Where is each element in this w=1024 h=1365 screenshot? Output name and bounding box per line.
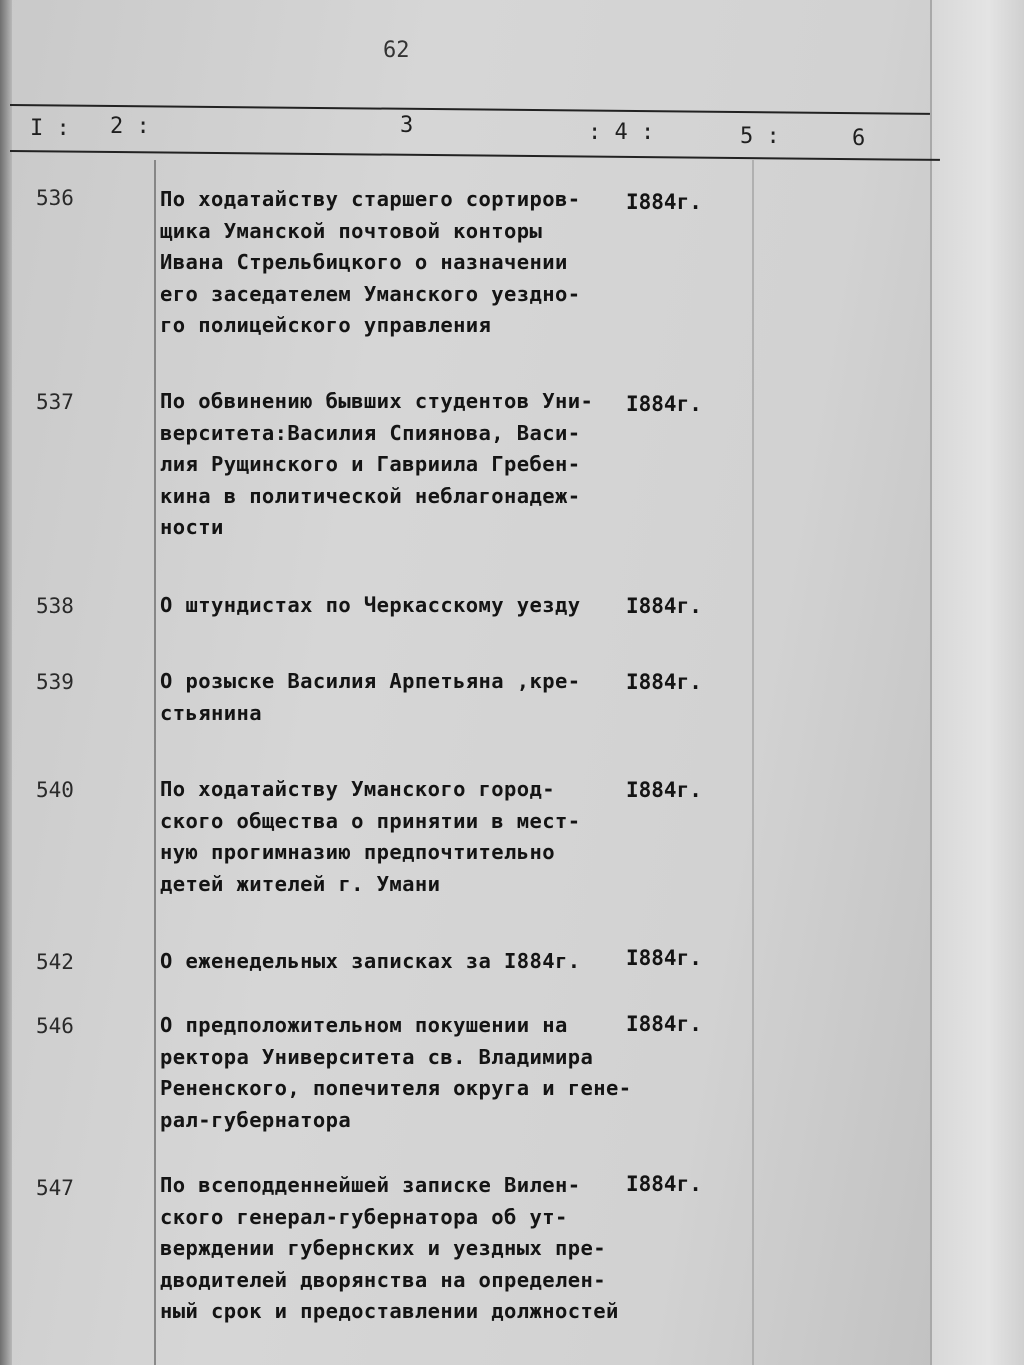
row-number: 536 [36,186,74,210]
row-line: ный срок и предоставлении должностей [160,1299,619,1323]
row-line: Рененского, попечителя округа и гене- [160,1076,632,1100]
row-line: рал-губернатора [160,1107,352,1132]
row-description [160,1170,620,1328]
row-description [160,774,620,900]
row-year: I884г. [626,946,702,970]
row-line: го полицейского управления [160,313,492,337]
row-line: О розыске Василия Арпетьяна ,кре- [160,669,581,693]
row-description [160,590,620,622]
row-line: лия Рущинского и Гавриила Гребен- [160,452,581,476]
row-line: Ивана Стрельбицкого о назначении [160,250,568,274]
row-line: О предположительном покушении на [160,1013,568,1037]
row-year: I884г. [626,190,702,214]
row-number: 546 [36,1014,74,1038]
row-line: ректора Университета св. Владимира [160,1044,594,1069]
row-line: По ходатайству Уманского город- [160,777,556,801]
row-number: 540 [36,778,74,802]
row-line: По ходатайству старшего сортиров- [160,187,581,211]
row-line: ского общества о принятии в мест- [160,808,581,833]
row-line: По обвинению бывших студентов Уни- [160,389,594,413]
row-line: его заседателем Уманского уездно- [160,281,581,306]
row-line: ную прогимназию предпочтительно [160,840,556,864]
row-line: ского генерал-губернатора об ут- [160,1204,568,1229]
column-divider-left [154,160,156,1365]
row-line: стьянина [160,700,262,725]
row-line: кина в политической неблагонадеж- [160,483,581,508]
header-col-5: 5 : [740,124,780,149]
header-col-1: I : [30,116,70,141]
row-line: дводителей дворянства на определен- [160,1267,606,1292]
row-year: I884г. [626,778,702,802]
page-number: 62 [383,38,410,63]
row-number: 539 [36,670,74,694]
header-rule-bottom [10,150,940,161]
underlying-sheet-edge [930,0,1024,1365]
row-description [160,184,620,342]
row-number: 547 [36,1176,74,1200]
row-year: I884г. [626,1172,702,1196]
row-line: детей жителей г. Умани [160,871,441,896]
row-number: 542 [36,950,74,974]
row-year: I884г. [626,392,702,416]
row-year: I884г. [626,670,702,694]
row-line: О еженедельных записках за I884г. [160,949,581,973]
header-col-4: : 4 : [588,120,655,145]
row-number: 538 [36,594,74,618]
header-col-6: 6 [852,126,866,151]
header-col-3: 3 [400,113,414,138]
row-year: I884г. [626,1012,702,1036]
row-line: щика Уманской почтовой конторы [160,218,543,243]
row-description [160,946,620,978]
row-description [160,666,620,729]
row-description [160,1010,632,1136]
header-col-2: 2 : [110,114,150,139]
previous-sheet-edge [0,0,12,1365]
column-divider-right [752,160,754,1365]
row-line: верситета:Василия Спиянова, Васи- [160,420,581,445]
row-description [160,386,620,544]
row-year: I884г. [626,594,702,618]
row-line: О штундистах по Черкасскому уезду [160,593,581,617]
row-line: ности [160,515,224,539]
row-number: 537 [36,390,74,414]
row-line: верждении губернских и уездных пре- [160,1236,606,1260]
row-line: По всеподденнейшей записке Вилен- [160,1173,581,1197]
